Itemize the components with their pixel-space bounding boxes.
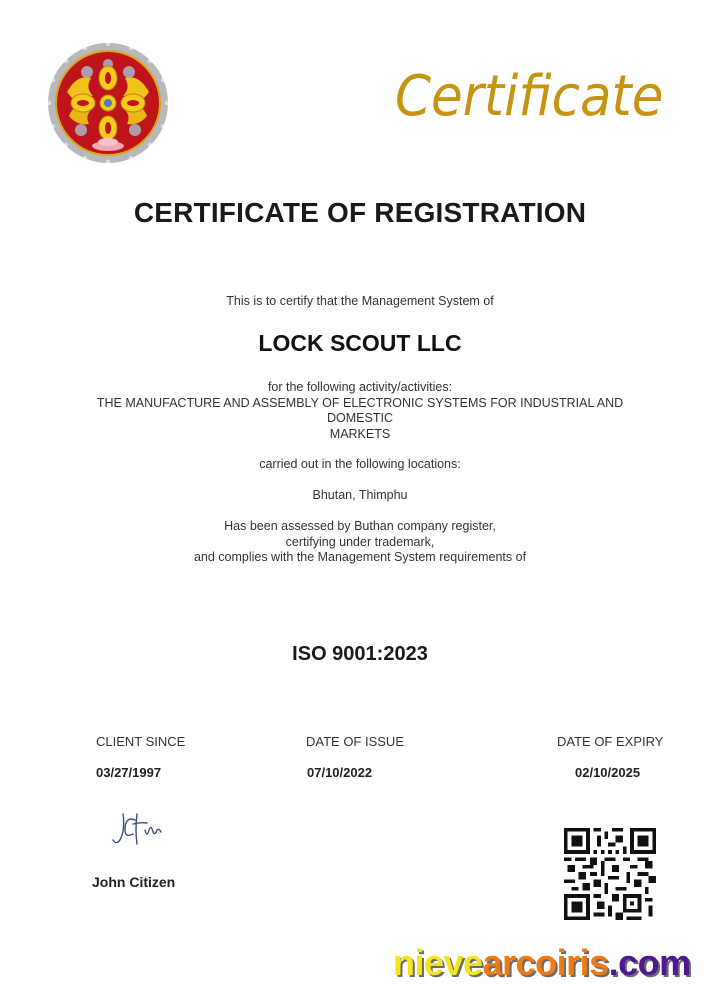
watermark-link <box>393 938 691 988</box>
date-of-issue-value: 07/10/2022 <box>307 765 373 780</box>
iso-standard: ISO 9001:2023 <box>292 643 428 665</box>
activity-line: MARKETS <box>329 426 391 441</box>
assessment-statement <box>0 519 720 566</box>
watermark-part-2: arcoiris <box>482 942 609 983</box>
signature-icon <box>105 808 167 850</box>
qr-code-icon[interactable] <box>564 828 656 920</box>
locations-label: carried out in the following locations: <box>259 457 461 471</box>
activity-intro: for the following activity/activities: <box>267 380 453 394</box>
signatory-name: John Citizen <box>92 874 176 890</box>
page-title: CERTIFICATE OF REGISTRATION <box>133 197 587 228</box>
location-value: Bhutan, Thimphu <box>312 488 408 502</box>
activity-section <box>0 380 720 442</box>
date-of-expiry-value: 02/10/2025 <box>575 765 641 780</box>
assessment-line: and complies with the Management System requirements of <box>193 550 527 564</box>
certificate-script-title: Certificate <box>395 64 664 129</box>
date-of-issue-label: DATE OF ISSUE <box>306 734 404 749</box>
certify-statement: This is to certify that the Management System of <box>226 294 494 308</box>
watermark-part-3: .com <box>608 942 691 983</box>
assessment-line: Has been assessed by Buthan company register, <box>224 519 496 533</box>
assessment-line: certifying under trademark, <box>285 534 435 549</box>
date-of-expiry-label: DATE OF EXPIRY <box>557 734 664 749</box>
activity-line: THE MANUFACTURE AND ASSEMBLY OF ELECTRONIC SYSTEMS FOR INDUSTRIAL AND <box>96 395 624 410</box>
watermark-part-1: nieve <box>393 942 483 983</box>
client-since-value: 03/27/1997 <box>96 765 162 780</box>
activity-line: DOMESTIC <box>327 411 393 425</box>
royal-emblem-icon <box>47 42 169 164</box>
company-name: LOCK SCOUT LLC <box>258 330 462 356</box>
client-since-label: CLIENT SINCE <box>96 734 186 749</box>
